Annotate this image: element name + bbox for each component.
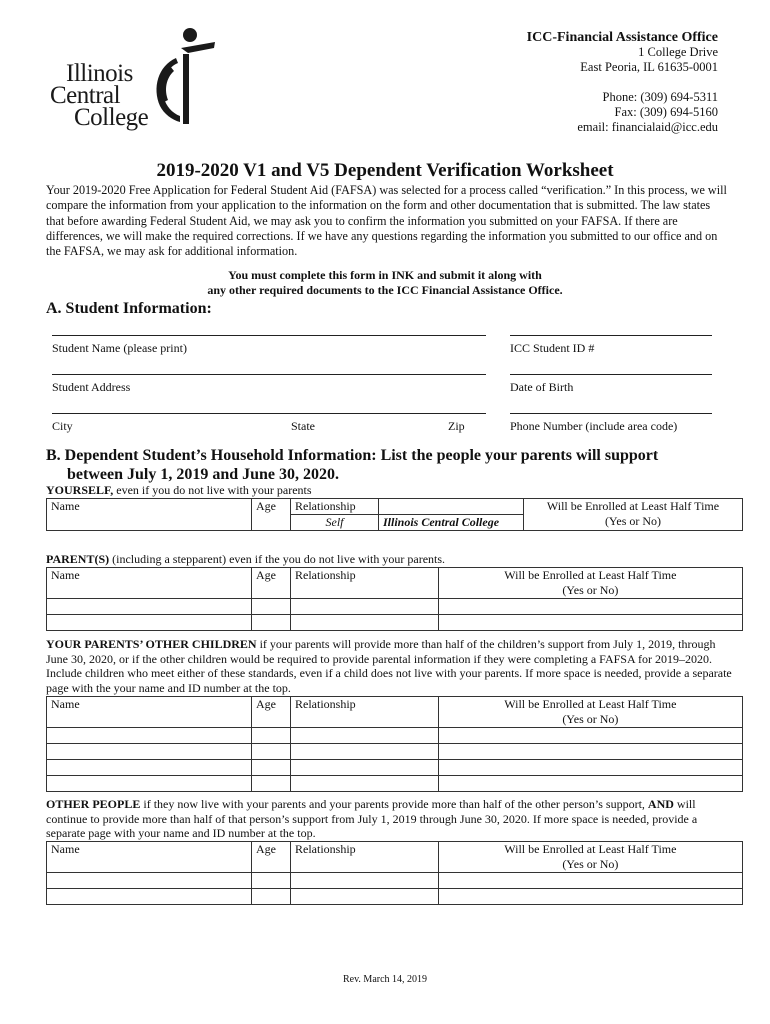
age-cell[interactable] [252,889,291,905]
enrolled-cell[interactable] [438,760,742,776]
section-a-heading: A. Student Information: [46,300,212,317]
notice-line-2: any other required documents to the ICC Financial Assistance Office. [207,283,563,297]
student-name-label: Student Name (please print) [52,341,187,355]
enrolled-header-line-2: (Yes or No) [562,712,619,726]
student-id-label: ICC Student ID # [510,341,595,355]
student-id-line[interactable] [510,335,712,336]
other-children-table [46,696,743,792]
table-row[interactable] [47,760,743,776]
relationship-cell[interactable] [291,889,439,905]
parents-caption [46,552,736,567]
name-cell[interactable] [47,615,252,631]
dob-label: Date of Birth [510,380,574,394]
age-cell[interactable] [252,615,291,631]
self-relationship-cell: Self [291,515,379,531]
relationship-header: Relationship [291,697,439,728]
age-header: Age [252,499,291,531]
age-header: Age [252,568,291,599]
logo-line-3: College [74,104,149,131]
age-cell[interactable] [252,744,291,760]
student-name-line[interactable] [52,335,486,336]
other-children-caption [46,637,736,695]
office-name: ICC-Financial Assistance Office [526,30,718,45]
relationship-header: Relationship [291,568,439,599]
dob-line[interactable] [510,374,712,375]
table-header-row [47,842,743,873]
other-people-caption-mid: if they now live with your parents and your parents provide more than half of the other person’s support, [140,797,648,811]
relationship-cell[interactable] [291,760,439,776]
yourself-caption-bold: YOURSELF, [46,483,114,497]
name-header: Name [47,697,252,728]
other-children-caption-bold: YOUR PARENTS’ OTHER CHILDREN [46,637,257,651]
table-row[interactable] [47,599,743,615]
yourself-table [46,498,743,531]
enrolled-header-line-2: (Yes or No) [562,583,619,597]
enrolled-header-line-1: Will be Enrolled at Least Half Time [546,499,720,513]
table-header-row [47,697,743,728]
other-people-caption-rest: will continue to provide more than half of that person’s support from July 1, 2019 through June 30, 2020. If more space is needed, provide a separate page with your name and ID number at the top. [46,797,698,840]
enrolled-cell[interactable] [438,615,742,631]
name-header: Name [47,499,252,531]
name-cell[interactable] [47,760,252,776]
enrolled-header-line-2: (Yes or No) [604,514,662,528]
enrolled-header [438,697,742,728]
enrolled-cell[interactable] [438,889,742,905]
relationship-cell[interactable] [291,744,439,760]
enrolled-cell[interactable] [438,776,742,792]
name-cell[interactable] [47,744,252,760]
phone-label: Phone Number (include area code) [510,419,678,433]
name-cell[interactable] [47,873,252,889]
enrolled-header-line-1: Will be Enrolled at Least Half Time [504,697,677,711]
office-address-1: 1 College Drive [638,45,718,59]
table-header-row [47,568,743,599]
relationship-cell[interactable] [291,728,439,744]
city-label: City [52,419,73,433]
enrolled-header [438,568,742,599]
name-cell[interactable] [47,889,252,905]
age-header: Age [252,697,291,728]
student-address-line[interactable] [52,374,486,375]
logo-line-1: Illinois [66,60,133,87]
table-row[interactable] [47,776,743,792]
section-b-heading-line-1: B. Dependent Student’s Household Information: List the people your parents will support [46,447,659,464]
table-row[interactable] [47,889,743,905]
section-b-heading-line-2: between July 1, 2019 and June 30, 2020. [67,466,340,483]
office-email[interactable]: email: financialaid@icc.edu [577,120,718,134]
city-state-zip-line[interactable] [52,413,486,414]
phone-line[interactable] [510,413,712,414]
yourself-caption [46,483,736,498]
age-cell[interactable] [252,760,291,776]
parents-caption-bold: PARENT(S) [46,552,110,566]
relationship-cell[interactable] [291,599,439,615]
relationship-cell[interactable] [291,776,439,792]
age-header: Age [252,842,291,873]
table-row[interactable] [47,873,743,889]
ink-notice [0,268,770,298]
age-cell[interactable] [252,873,291,889]
table-row[interactable] [47,728,743,744]
relationship-header: Relationship [291,499,379,515]
office-address-2: East Peoria, IL 61635-0001 [580,60,718,74]
revision-footer: Rev. March 14, 2019 [342,974,428,985]
name-header: Name [47,842,252,873]
state-label: State [291,419,315,433]
enrolled-header [438,842,742,873]
office-phone: Phone: (309) 694-5311 [602,90,718,104]
enrolled-header-line-1: Will be Enrolled at Least Half Time [504,568,677,582]
name-cell[interactable] [47,728,252,744]
age-cell[interactable] [252,728,291,744]
table-row[interactable] [47,744,743,760]
other-children-caption-rest: if your parents will provide more than half of the children’s support from July 1, 2019, through June 30, 2020, or if the other children would be required to provide parental information if they were completing a FAFSA for 2019–2020. Include children who meet either of these standards, even if a child does not live with your parents. If more space is needed, provide a separate page with the your name and ID number at the top. [46,637,732,695]
section-b-heading [46,446,736,484]
name-header: Name [47,568,252,599]
name-cell[interactable] [47,599,252,615]
age-cell[interactable] [252,776,291,792]
enrolled-header [524,499,743,531]
parents-table [46,567,743,631]
enrolled-cell[interactable] [438,744,742,760]
enrolled-header-line-1: Will be Enrolled at Least Half Time [504,842,677,856]
parents-caption-rest: (including a stepparent) even if the you do not live with your parents. [109,552,446,566]
yourself-caption-rest: even if you do not live with your parents [113,483,312,497]
relationship-header: Relationship [291,842,439,873]
enrolled-header-line-2: (Yes or No) [562,857,619,871]
notice-line-1: You must complete this form in INK and submit it along with [228,268,542,282]
age-cell[interactable] [252,599,291,615]
college-header [379,499,524,515]
other-people-table [46,841,743,905]
college-logo [48,26,223,134]
relationship-cell[interactable] [291,615,439,631]
zip-label: Zip [448,419,465,433]
logo-line-2: Central [50,82,121,109]
college-cell: Illinois Central College [379,515,524,531]
name-cell[interactable] [47,776,252,792]
enrolled-cell[interactable] [438,873,742,889]
other-people-caption-and: AND [647,797,674,811]
office-contact-block [527,30,718,135]
page-title: 2019-2020 V1 and V5 Dependent Verification Worksheet [156,160,614,181]
table-row[interactable] [47,615,743,631]
enrolled-cell[interactable] [438,599,742,615]
table-header-row [47,499,743,515]
relationship-cell[interactable] [291,873,439,889]
other-people-caption-bold: OTHER PEOPLE [46,797,141,811]
other-people-caption [46,797,736,841]
office-fax: Fax: (309) 694-5160 [614,105,718,119]
student-address-label: Student Address [52,380,131,394]
intro-paragraph: Your 2019-2020 Free Application for Federal Student Aid (FAFSA) was selected for a process called “verification.” In this process, we will compare the information from your application to the information on the form and other documentation that is submitted. The law states that before awarding Federal Student Aid, we may ask you to confirm the information you submitted on your FAFSA. If there are differences, we will make the required corrections. If we have any questions regarding the information you submitted to our office and on the FAFSA, we may ask for additional information. [46,183,727,259]
enrolled-cell[interactable] [438,728,742,744]
